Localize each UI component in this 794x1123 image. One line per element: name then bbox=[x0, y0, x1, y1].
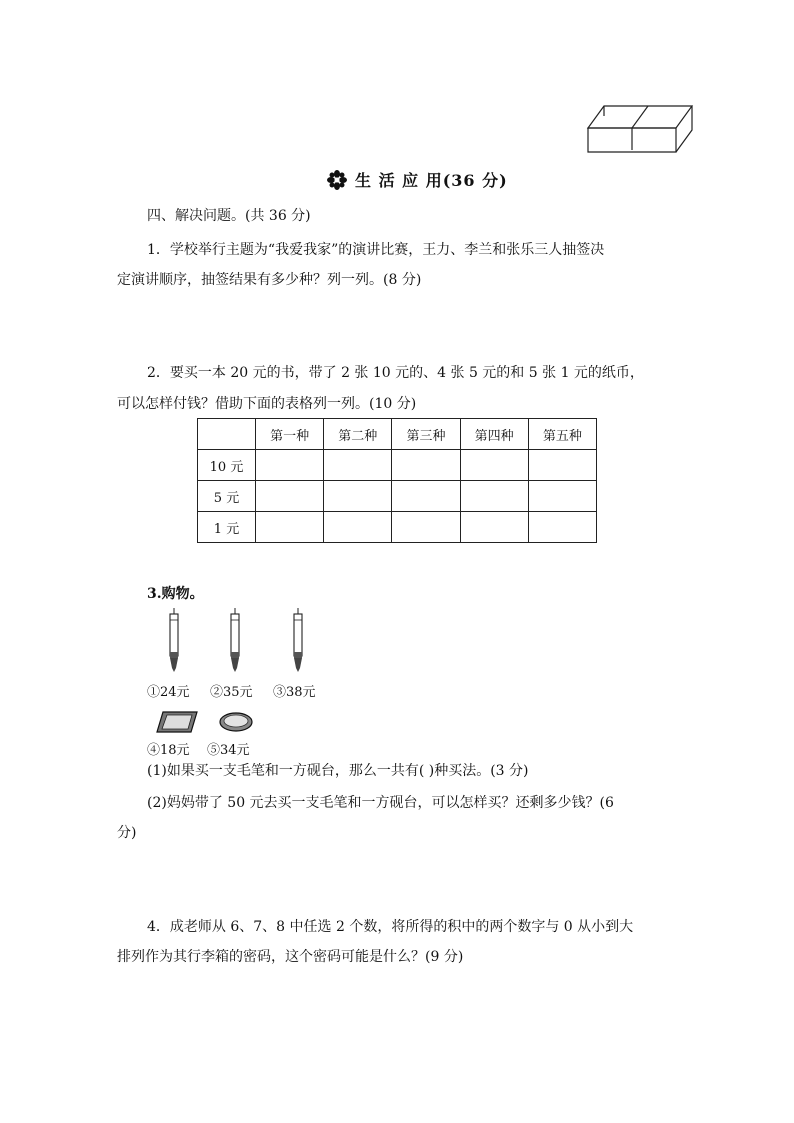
table-row bbox=[198, 450, 597, 481]
answer-cell[interactable] bbox=[392, 450, 460, 481]
answer-cell[interactable] bbox=[324, 450, 392, 481]
answer-cell[interactable] bbox=[528, 481, 596, 512]
answer-cell[interactable] bbox=[392, 481, 460, 512]
brush-icon bbox=[168, 608, 180, 674]
q3-sub2-line2: 分) bbox=[117, 825, 137, 841]
brush-price-1: ①24元 bbox=[147, 685, 190, 700]
answer-cell[interactable] bbox=[460, 481, 528, 512]
table-header-cell: 第四种 bbox=[460, 419, 528, 450]
table-header-cell bbox=[198, 419, 256, 450]
part-heading: 四、解决问题。(共 36 分) bbox=[147, 208, 311, 224]
section-title: 生 活 应 用(36 分) bbox=[355, 171, 508, 190]
brush-price-2: ②35元 bbox=[210, 685, 253, 700]
round-inkstone-icon bbox=[218, 711, 254, 733]
brush-price-3: ③38元 bbox=[273, 685, 316, 700]
answer-cell[interactable] bbox=[256, 512, 324, 543]
answer-cell[interactable] bbox=[528, 450, 596, 481]
row-label: 5 元 bbox=[198, 481, 256, 512]
brush-icon bbox=[292, 608, 304, 674]
answer-cell[interactable] bbox=[256, 450, 324, 481]
q4-line2: 排列作为其行李箱的密码，这个密码可能是什么？(9 分) bbox=[117, 949, 464, 965]
q2-line1: 2．要买一本 20 元的书，带了 2 张 10 元的、4 张 5 元的和 5 张 1 元的纸币， bbox=[147, 365, 644, 381]
q3-title: 3.购物。 bbox=[147, 586, 204, 602]
row-label: 10 元 bbox=[198, 450, 256, 481]
table-header-cell: 第三种 bbox=[392, 419, 460, 450]
answer-cell[interactable] bbox=[392, 512, 460, 543]
flower-icon bbox=[327, 170, 347, 190]
box-illustration bbox=[584, 100, 694, 155]
table-header-row bbox=[198, 419, 597, 450]
table-header-cell: 第一种 bbox=[256, 419, 324, 450]
inkstone-price-5: ⑤34元 bbox=[207, 743, 250, 758]
q1-line1: 1．学校举行主题为“我爱我家”的演讲比赛，王力、李兰和张乐三人抽签决 bbox=[147, 242, 605, 258]
answer-cell[interactable] bbox=[324, 481, 392, 512]
brush-icon bbox=[229, 608, 241, 674]
q3-sub1: (1)如果买一支毛笔和一方砚台，那么一共有( )种买法。(3 分) bbox=[147, 763, 529, 779]
q3-sub2-line1: (2)妈妈带了 50 元去买一支毛笔和一方砚台，可以怎样买？还剩多少钱？(6 bbox=[147, 795, 614, 811]
table-header-cell: 第二种 bbox=[324, 419, 392, 450]
answer-cell[interactable] bbox=[460, 450, 528, 481]
inkstone-price-4: ④18元 bbox=[147, 743, 190, 758]
answer-cell[interactable] bbox=[528, 512, 596, 543]
table-row bbox=[198, 512, 597, 543]
row-label: 1 元 bbox=[198, 512, 256, 543]
q4-line1: 4．成老师从 6、7、8 中任选 2 个数，将所得的积中的两个数字与 0 从小到大 bbox=[147, 919, 634, 935]
payment-table bbox=[197, 418, 597, 543]
answer-cell[interactable] bbox=[256, 481, 324, 512]
square-inkstone-icon bbox=[155, 710, 199, 734]
answer-cell[interactable] bbox=[324, 512, 392, 543]
q2-line2: 可以怎样付钱？借助下面的表格列一列。(10 分) bbox=[117, 396, 417, 412]
table-row bbox=[198, 481, 597, 512]
q1-line2: 定演讲顺序，抽签结果有多少种？列一列。(8 分) bbox=[117, 272, 422, 288]
table-header-cell: 第五种 bbox=[528, 419, 596, 450]
answer-cell[interactable] bbox=[460, 512, 528, 543]
